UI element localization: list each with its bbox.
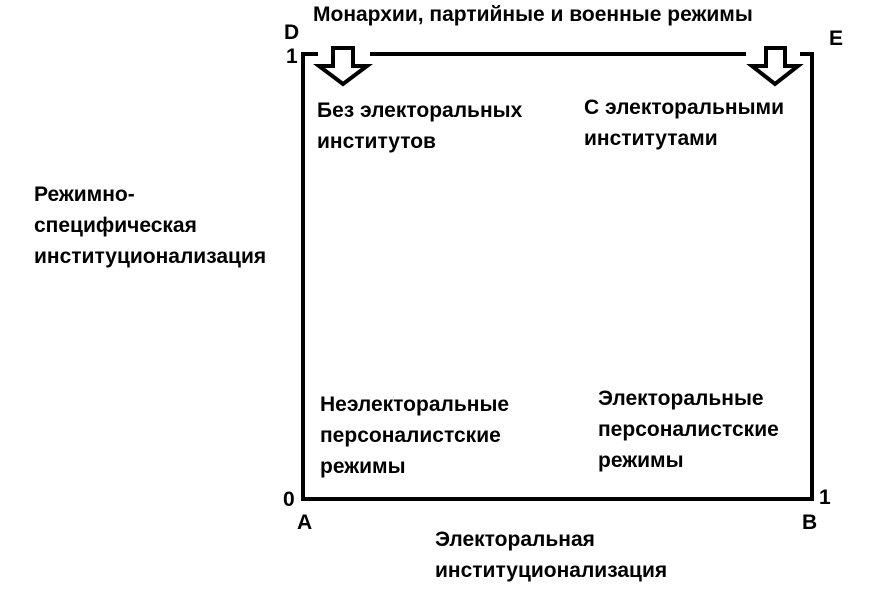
y-axis-max-tick: 1	[286, 45, 298, 68]
x-axis-label-line: Электоральная	[435, 528, 595, 551]
y-axis-label	[34, 179, 266, 272]
quadrant-label-line: Неэлекторальные	[320, 393, 510, 416]
down-arrow-icon	[319, 48, 367, 84]
quadrant-label-line: институтами	[584, 127, 718, 150]
x-axis-label-line: институционализация	[435, 559, 668, 582]
y-axis-min-tick: 0	[283, 488, 295, 511]
corner-e-label: E	[829, 27, 844, 50]
down-arrow-icon	[752, 48, 798, 84]
quadrant-bottom-right-label	[598, 383, 779, 476]
quadrant-label-line: С электоральными	[584, 96, 784, 119]
quadrant-label-line: Без электоральных	[317, 99, 523, 122]
y-axis-label-line: специфическая	[34, 214, 197, 237]
quadrant-label-line: институтов	[317, 130, 436, 153]
quadrant-label-line: режимы	[598, 449, 684, 472]
quadrant-label-line: персоналистские	[320, 424, 501, 447]
x-axis-label	[435, 524, 667, 586]
quadrant-label-line: режимы	[320, 455, 406, 478]
y-axis-label-line: институционализация	[34, 245, 267, 268]
y-axis-label-line: Режимно-	[34, 183, 135, 206]
corner-b-label: B	[802, 511, 818, 534]
quadrant-bottom-left-label	[320, 389, 509, 482]
quadrant-top-left-label	[317, 95, 522, 157]
quadrant-label-line: персоналистские	[598, 418, 779, 441]
top-title: Монархии, партийные и военные режимы	[313, 3, 753, 26]
quadrant-label-line: Электоральные	[598, 387, 764, 410]
quadrant-top-right-label	[584, 92, 784, 154]
corner-a-label: A	[297, 511, 313, 534]
corner-d-label: D	[284, 21, 300, 44]
x-axis-max-tick: 1	[819, 486, 831, 509]
